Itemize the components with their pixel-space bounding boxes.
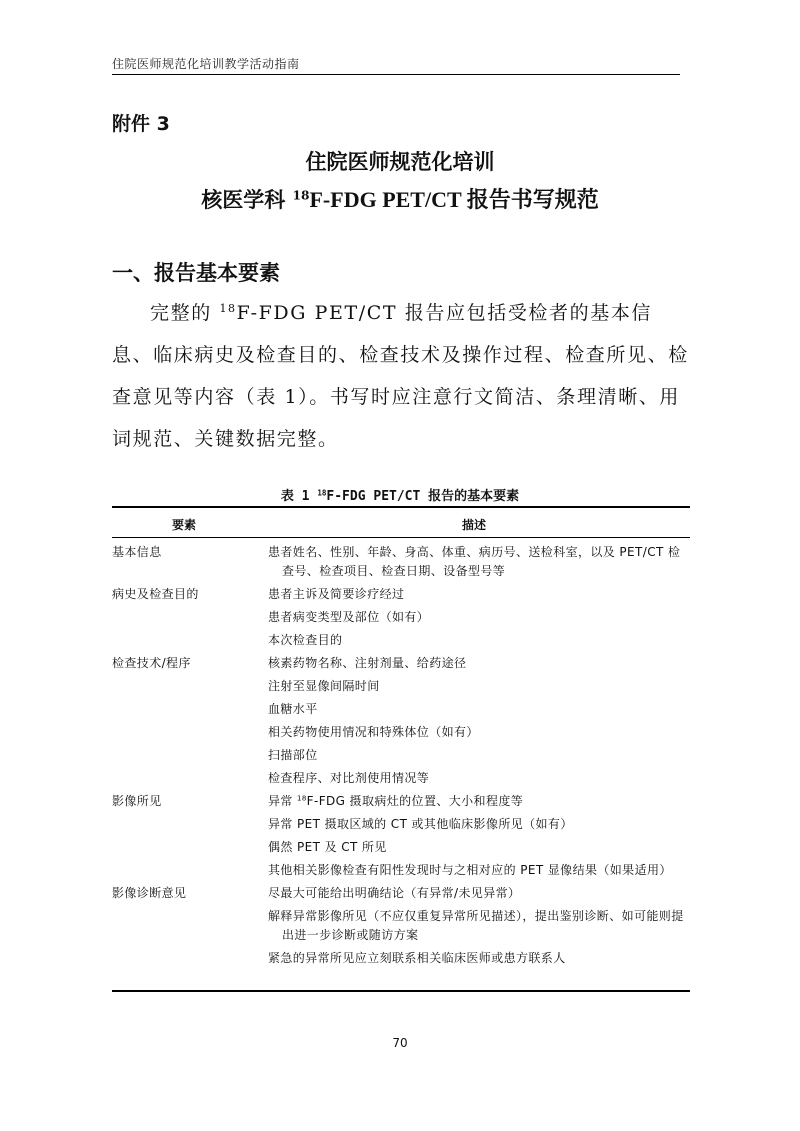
table-row bbox=[112, 861, 690, 880]
table-row bbox=[112, 884, 690, 903]
row-element bbox=[112, 746, 268, 765]
row-description: 本次检查目的 bbox=[268, 633, 343, 647]
row-description: 其他相关影像检查有阳性发现时与之相对应的 PET 显像结果（如果适用） bbox=[268, 863, 672, 877]
row-element: 影像诊断意见 bbox=[112, 886, 187, 900]
document-title-line1: 住院医师规范化培训 bbox=[305, 149, 495, 174]
row-element bbox=[112, 677, 268, 696]
table-row bbox=[112, 769, 690, 788]
row-description: 患者病变类型及部位（如有） bbox=[268, 610, 430, 624]
table-row bbox=[112, 631, 690, 650]
row-element: 检查技术/程序 bbox=[112, 656, 191, 670]
row-element bbox=[112, 861, 268, 880]
row-element bbox=[112, 838, 268, 857]
row-description: 紧急的异常所见应立刻联系相关临床医师或患方联系人 bbox=[268, 951, 566, 965]
row-desc-superscript: 18 bbox=[297, 794, 307, 803]
table-top-rule bbox=[112, 506, 690, 508]
row-description bbox=[268, 792, 690, 811]
paragraph-rest: F-FDG PET/CT 报告应包括受检者的基本信息、临床病史及检查目的、检查技术及操作过程、检查所见、检查意见等内容（表 1）。书写时应注意行文简洁、条理清晰、用词规范、关键数据完整。 bbox=[112, 302, 689, 450]
row-element bbox=[112, 608, 268, 627]
row-description: 尽最大可能给出明确结论（有异常/未见异常） bbox=[268, 886, 521, 900]
row-element bbox=[112, 907, 268, 945]
table-row bbox=[112, 838, 690, 857]
table-row bbox=[112, 746, 690, 765]
row-element bbox=[112, 631, 268, 650]
table-header-rule bbox=[112, 537, 690, 538]
table-bottom-rule bbox=[112, 990, 690, 992]
running-header-title: 住院医师规范化培训教学活动指南 bbox=[112, 57, 300, 71]
row-description: 患者姓名、性别、年龄、身高、体重、病历号、送检科室，以及 PET/CT 检查号、检查项目、检查日期、设备型号等 bbox=[268, 545, 681, 578]
row-desc-text: F-FDG 摄取病灶的位置、大小和程度等 bbox=[306, 794, 524, 808]
row-element bbox=[112, 815, 268, 834]
row-element: 病史及检查目的 bbox=[112, 587, 199, 601]
title-isotope-superscript: 18 bbox=[292, 188, 310, 203]
caption-rest: F-FDG PET/CT 报告的基本要素 bbox=[326, 489, 520, 504]
table-caption bbox=[0, 485, 800, 504]
table-row bbox=[112, 654, 690, 673]
page-number: 70 bbox=[392, 1036, 408, 1050]
table-row bbox=[112, 608, 690, 627]
row-element bbox=[112, 949, 268, 968]
row-element: 影像所见 bbox=[112, 794, 162, 808]
table-row bbox=[112, 700, 690, 719]
table-row bbox=[112, 543, 690, 581]
body-paragraph bbox=[112, 292, 692, 460]
title-rest: F-FDG PET/CT 报告书写规范 bbox=[309, 187, 599, 212]
table-row bbox=[112, 677, 690, 696]
row-element bbox=[112, 769, 268, 788]
row-description: 检查程序、对比剂使用情况等 bbox=[268, 771, 430, 785]
row-description: 患者主诉及简要诊疗经过 bbox=[268, 587, 405, 601]
table-row bbox=[112, 949, 690, 968]
row-description: 解释异常影像所见（不应仅重复异常所见描述），提出鉴别诊断、如可能则提出进一步诊断或随访方案 bbox=[268, 909, 684, 942]
row-description: 核素药物名称、注射剂量、给药途径 bbox=[268, 656, 467, 670]
paragraph-superscript: 18 bbox=[219, 302, 237, 316]
table-row bbox=[112, 792, 690, 811]
row-element: 基本信息 bbox=[112, 545, 162, 559]
column-header-element: 要素 bbox=[172, 518, 197, 532]
appendix-label: 附件 3 bbox=[112, 113, 170, 135]
table-row bbox=[112, 907, 690, 945]
row-description: 偶然 PET 及 CT 所见 bbox=[268, 840, 387, 854]
row-desc-prefix: 异常 bbox=[268, 794, 298, 808]
header-rule bbox=[112, 74, 680, 75]
table-row bbox=[112, 585, 690, 604]
table-body bbox=[112, 543, 690, 972]
table-row bbox=[112, 723, 690, 742]
row-description: 异常 PET 摄取区域的 CT 或其他临床影像所见（如有） bbox=[268, 817, 573, 831]
row-description: 注射至显像间隔时间 bbox=[268, 679, 380, 693]
row-description: 相关药物使用情况和特殊体位（如有） bbox=[268, 725, 479, 739]
section-heading: 一、报告基本要素 bbox=[112, 261, 280, 285]
document-title-line2 bbox=[0, 183, 800, 214]
table-row bbox=[112, 815, 690, 834]
paragraph-start: 完整的 bbox=[150, 302, 220, 324]
title-prefix: 核医学科 bbox=[201, 187, 293, 212]
caption-prefix: 表 1 bbox=[280, 489, 318, 504]
row-description: 血糖水平 bbox=[268, 702, 318, 716]
caption-superscript: 18 bbox=[317, 488, 327, 498]
row-description: 扫描部位 bbox=[268, 748, 318, 762]
row-element bbox=[112, 700, 268, 719]
row-element bbox=[112, 723, 268, 742]
column-header-description: 描述 bbox=[462, 518, 487, 532]
